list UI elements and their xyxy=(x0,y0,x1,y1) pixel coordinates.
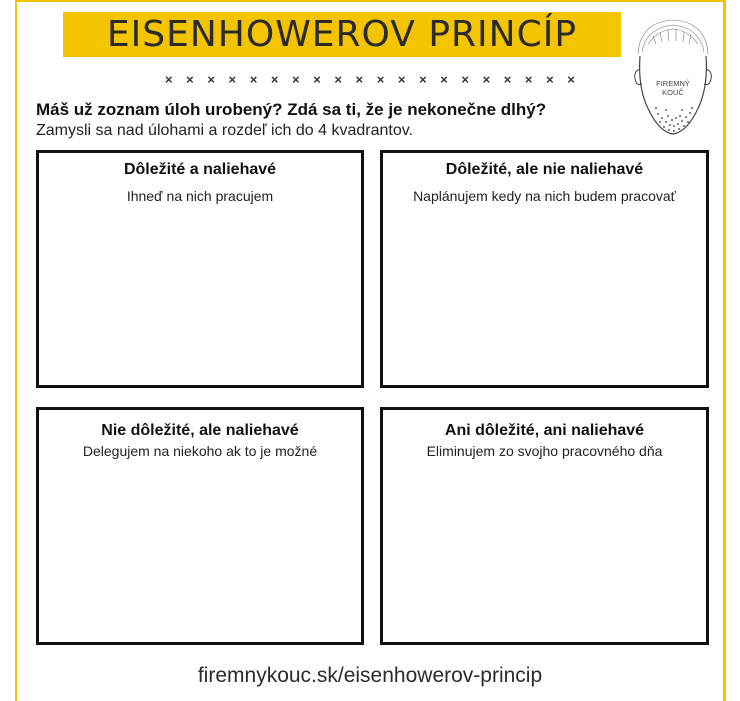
intro-question: Máš už zoznam úloh urobený? Zdá sa ti, že je nekonečne dlhý? xyxy=(36,100,547,119)
quadrant-urgent-important[interactable] xyxy=(36,150,364,388)
quadrant-description: Eliminujem zo svojho pracovného dňa xyxy=(426,443,663,459)
divider-cross-icon: × xyxy=(397,72,406,87)
quadrant-title: Dôležité a naliehavé xyxy=(123,161,277,178)
divider-cross-icon: × xyxy=(249,72,258,87)
divider-cross-icon: × xyxy=(292,72,300,87)
divider-cross-icon: × xyxy=(355,72,364,87)
page-title: EISENHOWEROV PRINCÍP xyxy=(106,14,578,55)
quadrant-urgent-not-important[interactable] xyxy=(36,407,364,645)
quadrant-neither[interactable] xyxy=(380,407,709,645)
divider-cross-icon: × xyxy=(461,72,469,87)
logo-text-line2: KOUČ xyxy=(662,88,684,97)
frame-right-border xyxy=(723,0,726,701)
intro-instruction: Zamysli sa nad úlohami a rozdeľ ich do 4 kvadrantov. xyxy=(36,122,413,139)
footer-url[interactable]: firemnykouc.sk/eisenhowerov-princip xyxy=(197,664,543,687)
quadrant-description: Naplánujem kedy na nich budem pracovať xyxy=(413,188,676,204)
divider-cross-icon: × xyxy=(228,72,237,87)
divider-cross-icon: × xyxy=(376,72,385,87)
divider-cross-icon: × xyxy=(419,72,427,87)
divider-cross-icon: × xyxy=(186,72,194,87)
title-banner xyxy=(63,12,621,57)
divider-cross-icon: × xyxy=(270,72,279,87)
quadrant-title: Nie dôležité, ale naliehavé xyxy=(101,422,299,439)
divider-cross-icon: × xyxy=(546,72,554,87)
quadrant-title: Dôležité, ale nie naliehavé xyxy=(445,161,644,178)
divider-cross-icon: × xyxy=(440,72,448,87)
divider-cross-icon: × xyxy=(503,72,512,87)
decorative-divider xyxy=(165,72,575,87)
firemny-kouc-logo xyxy=(628,14,718,149)
divider-cross-icon: × xyxy=(313,72,321,87)
logo-text-line1: FIREMNÝ xyxy=(656,79,690,88)
quadrant-title: Ani dôležité, ani naliehavé xyxy=(444,422,645,439)
divider-cross-icon: × xyxy=(567,72,575,87)
quadrant-important-not-urgent[interactable] xyxy=(380,150,709,388)
quadrant-description: Ihneď na nich pracujem xyxy=(126,188,274,204)
divider-cross-icon: × xyxy=(334,72,342,87)
divider-cross-icon: × xyxy=(207,72,215,87)
frame-left-border xyxy=(15,0,17,701)
divider-cross-icon: × xyxy=(165,72,173,87)
divider-cross-icon: × xyxy=(482,72,491,87)
quadrant-description: Delegujem na niekoho ak to je možné xyxy=(82,443,318,459)
divider-cross-icon: × xyxy=(524,72,533,87)
frame-top-border xyxy=(15,0,726,2)
